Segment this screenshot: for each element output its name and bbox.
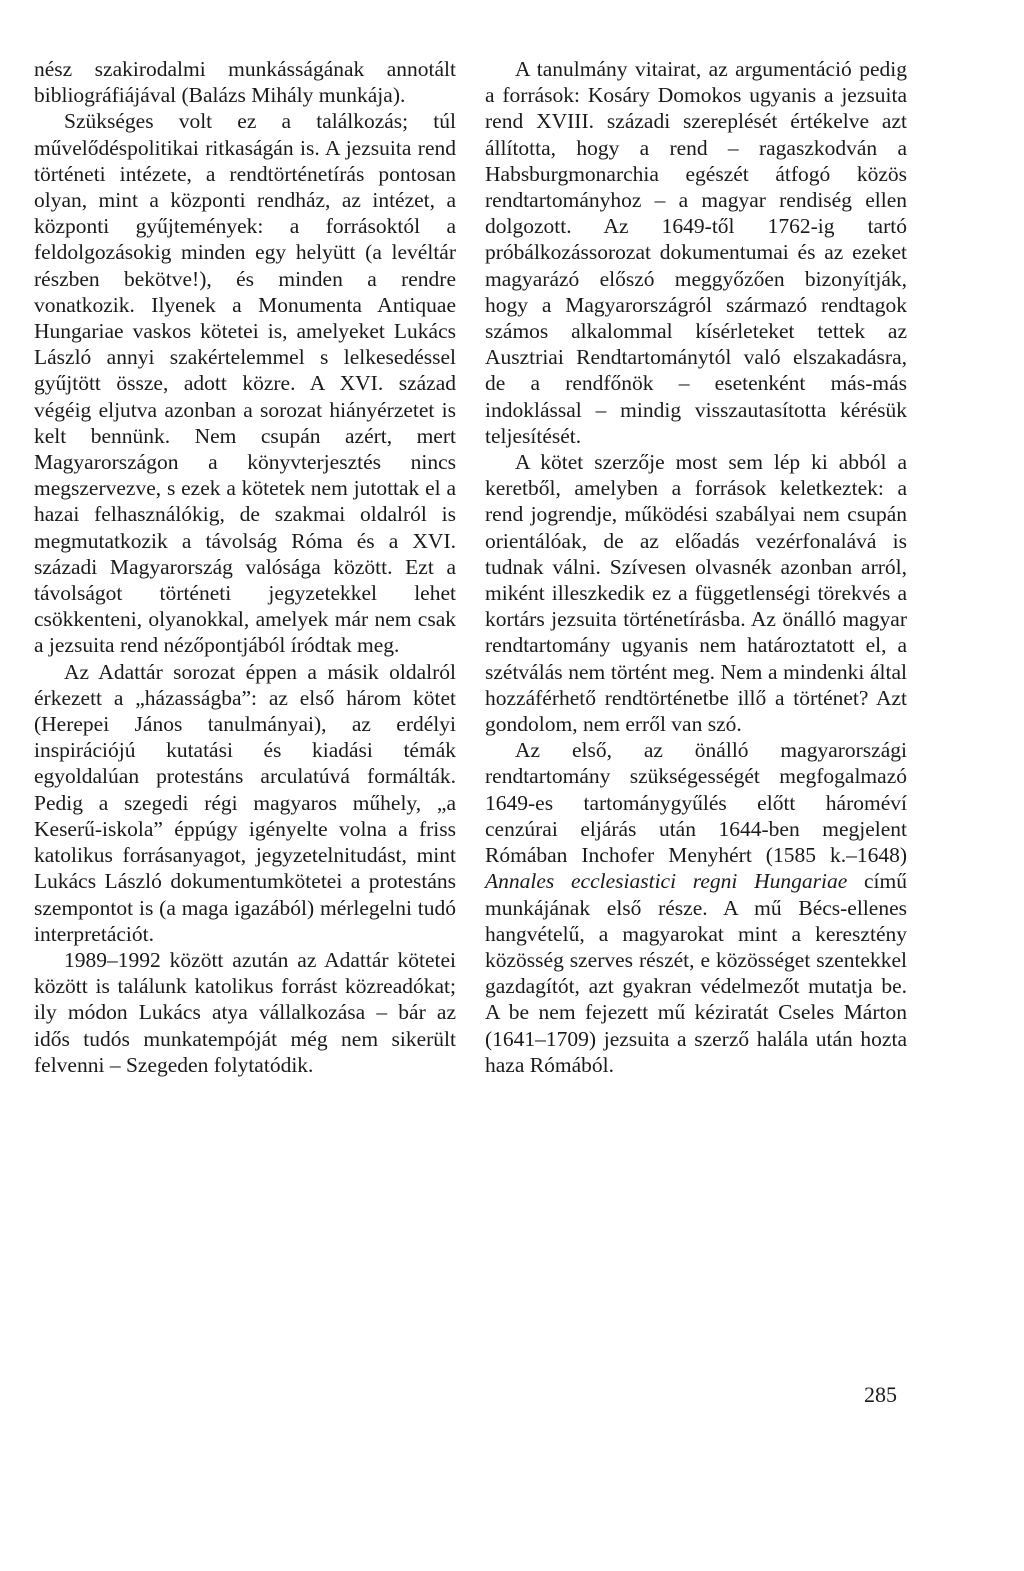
paragraph: Szükséges volt ez a találkozás; túl művelődéspolitikai ritkaságán is. A jezsuita rend történeti intézete, a rendtörténetírás pontosan olyan, mint a központi rendház, az intézet, a központi gyűjtemények: a forrásoktól a feldolgozásokig minden egy helyütt (a levéltár részben bekötve!), és minden a rendre vonatkozik. Ilyenek a Monumenta Antiquae Hungariae vaskos kötetei is, amelyeket Lukács László annyi szakértelemmel s lelkesedéssel gyűjtött össze, adott közre. A XVI. század végéig eljutva azonban a sorozat hiányérzetet is kelt bennünk. Nem csupán azért, mert Magyarországon a könyvterjesztés nincs megszervezve, s ezek a kötetek nem jutottak el a hazai felhasználókig, de szakmai oldalról is megmutatkozik a távolság Róma és a XVI. századi Magyarország valósága között. Ezt a távolságot történeti jegyzetekkel lehet csökkenteni, olyanokkal, amelyek már nem csak a jezsuita rend nézőpontjából íródtak meg. <box>34 109 456 658</box>
left-column <box>34 56 456 1078</box>
paragraph: 1989–1992 között azután az Adattár kötetei között is találunk katolikus forrást közreadókat; ily módon Lukács atya vállalkozása – bár az idős tudós munkatempóját még nem sikerült felvenni – Szegeden folytatódik. <box>34 947 456 1077</box>
page-number: 285 <box>864 1382 897 1407</box>
paragraph: A tanulmány vitairat, az argumentáció pedig a források: Kosáry Domokos ugyanis a jezsuita rend XVIII. századi szereplését értékelve azt állította, hogy a rend – ragaszkodván a Habsburgmonarchia egészét átfogó közös rendtartományhoz – a magyar rendiség ellen dolgozott. Az 1649-től 1762-ig tartó próbálkozássorozat dokumentumai és az ezeket magyarázó előszó meggyőzően bizonyítják, hogy a Magyarországról származó rendtagok számos alkalommal kísérleteket tettek az Ausztriai Rendtartománytól való elszakadásra, de a rendfőnök – esetenként más-más indoklással – mindig visszautasította kérésük teljesítését. <box>485 57 907 448</box>
paragraph: A kötet szerzője most sem lép ki abból a keretből, amelyben a források keletkeztek: a rend jogrendje, működési szabályai nem csupán orientálóak, de az előadás vezérfonalává is tudnak válni. Szívesen olvasnék azonban arról, miként illeszkedik ez a függetlenségi törekvés a kortárs jezsuita történetírásba. Az önálló magyar rendtartomány ugyanis nem határoztatott el, a szétválás nem történt meg. Nem a mindenki által hozzáférhető rendtörténetbe illő a történet? Azt gondolom, nem erről van szó. <box>485 450 907 737</box>
right-column <box>485 56 907 1078</box>
paragraph-text: Az első, az önálló magyarországi rendtartomány szükségességét megfogalmazó 1649-es tartománygyűlés előtt hároméví cenzúrai eljárás után 1644-ben megjelent Rómában Inchofer Menyhért (1585 k.–1648) <box>485 738 907 868</box>
paragraph: Az Adattár sorozat éppen a másik oldalról érkezett a „házasságba”: az első három kötet (Herepei János tanulmányai), az erdélyi inspirációjú kutatási és kiadási témák egyoldalúan protestáns arculatúvá formálták. Pedig a szegedi régi magyaros műhely, „a Keserű-iskola” éppúgy igényelte volna a friss katolikus forrásanyagot, jegyzetelnitudást, mint Lukács László dokumentumkötetei a protestáns szempontot is (a maga igazából) mérlegelni tudó interpretációt. <box>34 659 456 946</box>
book-title: Annales ecclesiastici regni Hungariae <box>485 869 848 894</box>
paragraph-text: című munkájának első része. A mű Bécs-ellenes hangvételű, a magyarokat mint a keresztény közösség szerves részét, e közösséget szentekkel gazdagítót, azt gyakran védelmezőt mutatja be. A be nem fejezett mű kéziratát Cseles Márton (1641–1709) jezsuita a szerző halála után hozta haza Rómából. <box>485 869 908 1077</box>
paragraph: nész szakirodalmi munkásságának annotált bibliográfiájával (Balázs Mihály munkája). <box>34 57 456 108</box>
paragraph <box>485 737 907 1078</box>
